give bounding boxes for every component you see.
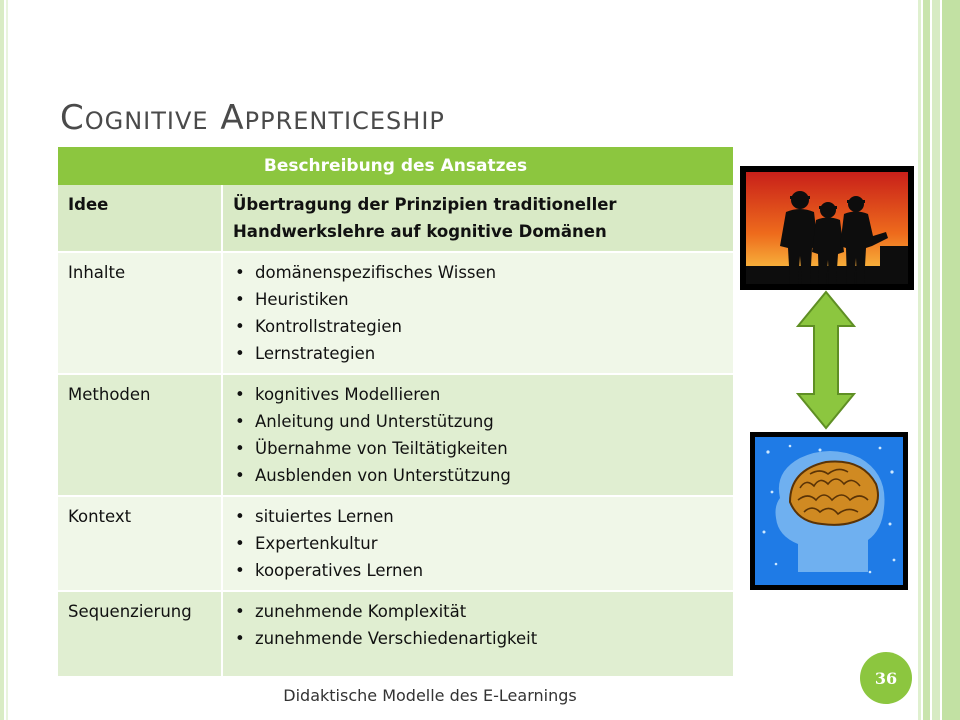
list-item: • Lernstrategien: [233, 340, 723, 367]
construction-workers-silhouette-icon: [740, 166, 914, 290]
list-item: • Expertenkultur: [233, 530, 723, 557]
list-item: • Übernahme von Teiltätigkeiten: [233, 435, 723, 462]
approach-table: [58, 147, 733, 678]
list-item: • kognitives Modellieren: [233, 381, 723, 408]
left-deco-stripe-thin: [6, 0, 8, 720]
table-row: [58, 374, 733, 496]
row-label: Kontext: [58, 496, 222, 591]
left-deco-stripe: [0, 0, 4, 720]
row-content: Übertragung der Prinzipien traditioneller Handwerkslehre auf kognitive Domänen: [222, 185, 733, 252]
list-item: • zunehmende Komplexität: [233, 598, 723, 625]
right-deco-stripe-1: [918, 0, 921, 720]
list-item: • kooperatives Lernen: [233, 557, 723, 584]
slide-title: Cognitive Apprenticeship: [60, 98, 445, 138]
list-item: • zunehmende Verschiedenartigkeit: [233, 625, 723, 652]
row-content: [222, 252, 733, 374]
row-label: Idee: [58, 185, 222, 252]
row-label: Inhalte: [58, 252, 222, 374]
right-deco-stripe-3: [932, 0, 940, 720]
table-header: Beschreibung des Ansatzes: [58, 147, 733, 185]
row-content: [222, 591, 733, 677]
row-label: Methoden: [58, 374, 222, 496]
list-item: • Anleitung und Unterstützung: [233, 408, 723, 435]
page-number-badge: 36: [860, 652, 912, 704]
row-content: [222, 374, 733, 496]
list-item: • domänenspezifisches Wissen: [233, 259, 723, 286]
head-brain-icon: [750, 432, 908, 590]
right-deco-stripe-4: [942, 0, 960, 720]
list-item: • Heuristiken: [233, 286, 723, 313]
double-arrow-icon: [796, 290, 856, 430]
table-row: [58, 496, 733, 591]
slide-footer: Didaktische Modelle des E-Learnings: [283, 686, 577, 705]
list-item: • situiertes Lernen: [233, 503, 723, 530]
list-item: • Kontrollstrategien: [233, 313, 723, 340]
table-row: [58, 252, 733, 374]
list-item: • Ausblenden von Unterstützung: [233, 462, 723, 489]
row-content: [222, 496, 733, 591]
table-row: [58, 185, 733, 252]
right-deco-stripe-2: [923, 0, 930, 720]
table-row: [58, 591, 733, 677]
row-label: Sequenzierung: [58, 591, 222, 677]
